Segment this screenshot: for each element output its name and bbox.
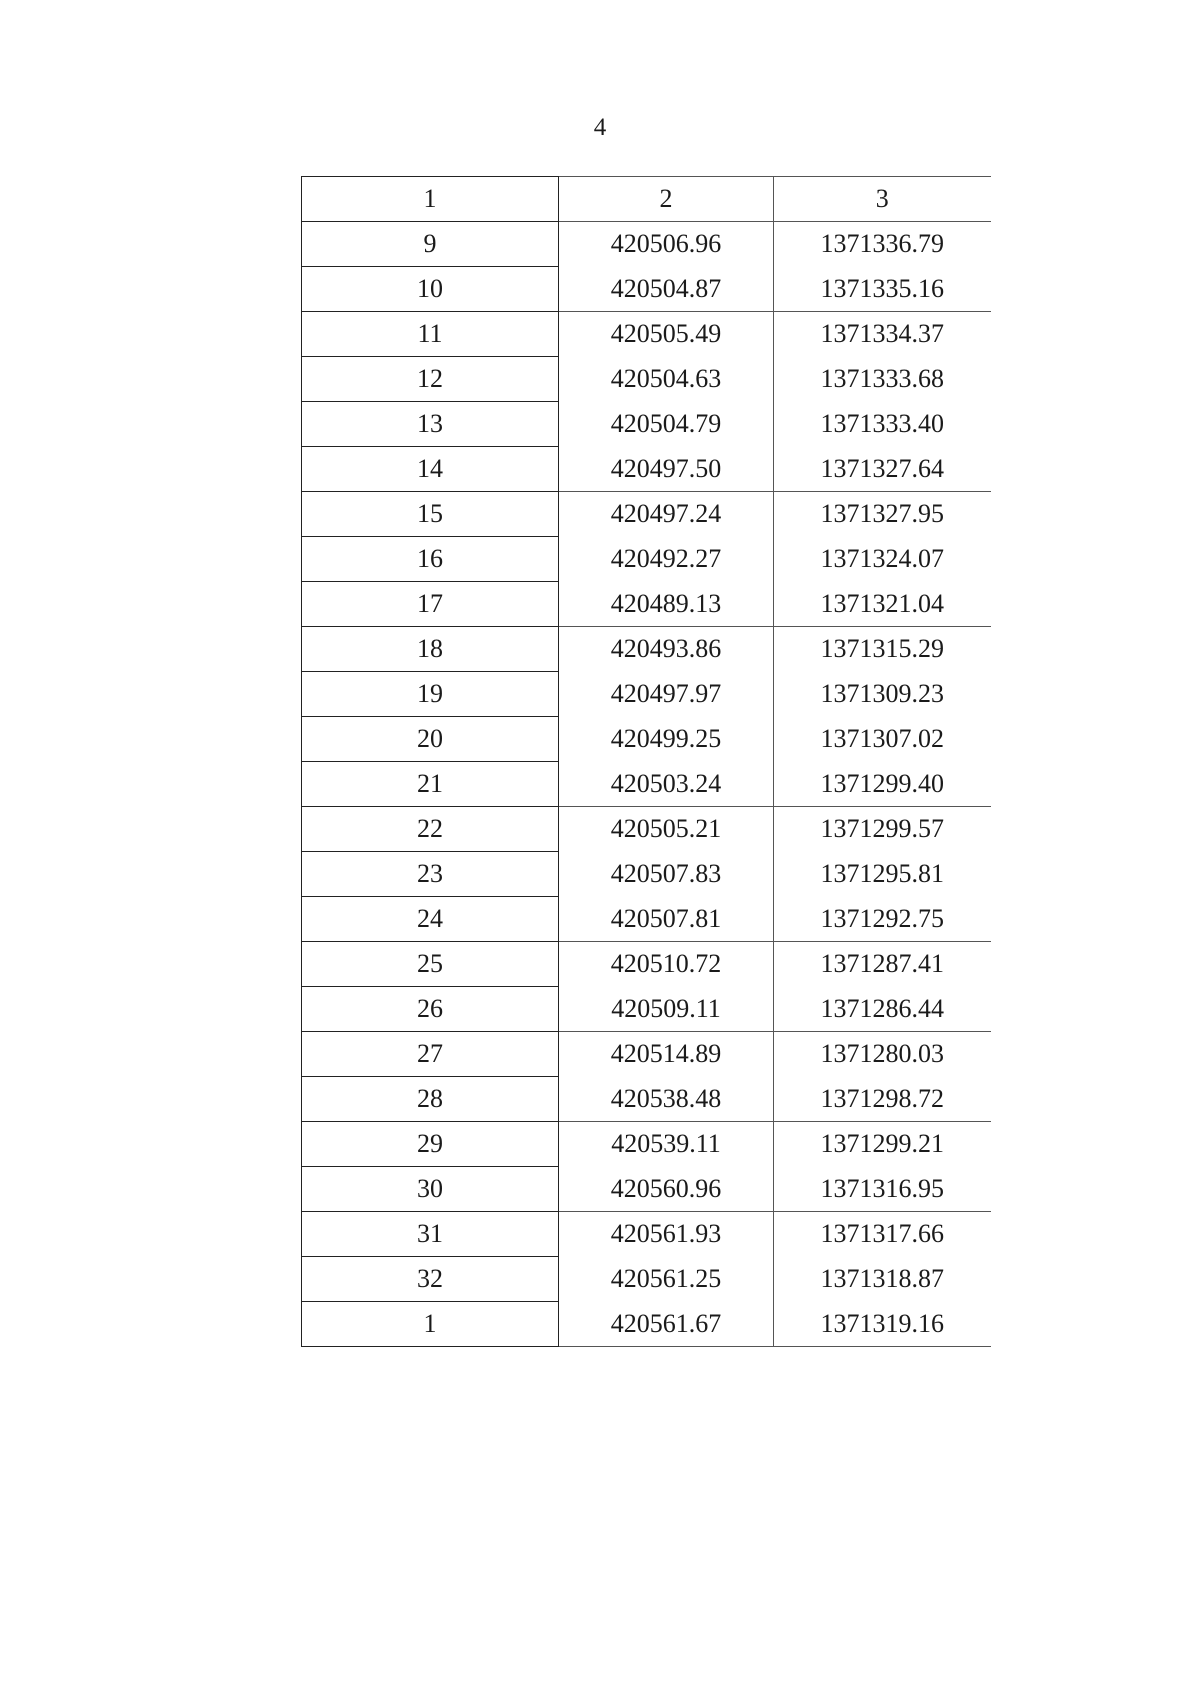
- table-row: [302, 987, 991, 1032]
- point-number-cell: 15: [302, 492, 559, 537]
- x-coordinate-cell: 420505.49: [559, 312, 774, 357]
- column-header-1: 1: [302, 177, 559, 222]
- x-coordinate-cell: 420492.27: [559, 537, 774, 582]
- point-number-cell: 24: [302, 897, 559, 942]
- x-coordinate-cell: 420504.79: [559, 402, 774, 447]
- table-row: [302, 717, 991, 762]
- page-number: 4: [593, 114, 607, 141]
- x-coordinate-cell: 420489.13: [559, 582, 774, 627]
- table-row: [302, 852, 991, 897]
- table-row: [302, 1122, 991, 1167]
- x-coordinate-cell: 420497.24: [559, 492, 774, 537]
- table-row: [302, 897, 991, 942]
- y-coordinate-cell: 1371316.95: [820, 1173, 944, 1203]
- x-coordinate-cell: 420504.63: [559, 357, 774, 402]
- table-row: [302, 627, 991, 672]
- table-row: [302, 222, 991, 267]
- table-row: [302, 582, 991, 627]
- table-row: [302, 402, 991, 447]
- y-coordinate-cell: 1371286.44: [820, 993, 944, 1023]
- x-coordinate-cell: 420538.48: [559, 1077, 774, 1122]
- x-coordinate-cell: 420497.97: [559, 672, 774, 717]
- y-coordinate-cell: 1371292.75: [820, 903, 944, 933]
- y-coordinate-cell: 1371327.95: [774, 492, 991, 537]
- y-coordinate-cell: 1371309.23: [820, 679, 944, 708]
- y-coordinate-cell: 1371336.79: [774, 222, 991, 267]
- table-row: [302, 807, 991, 852]
- point-number-cell: 13: [302, 402, 559, 447]
- table-row: [302, 1167, 991, 1212]
- x-coordinate-cell: 420503.24: [559, 762, 774, 807]
- x-coordinate-cell: 420506.96: [559, 222, 774, 267]
- point-number-cell: 12: [302, 357, 559, 402]
- y-coordinate-cell: 1371299.40: [820, 768, 944, 798]
- table-body: [302, 222, 991, 1347]
- y-coordinate-cell: 1371298.72: [820, 1083, 944, 1113]
- table-row: [302, 762, 991, 807]
- x-coordinate-cell: 420507.83: [559, 852, 774, 897]
- table-row: [302, 1302, 991, 1347]
- point-number-cell: 19: [302, 672, 559, 717]
- x-coordinate-cell: 420561.93: [559, 1212, 774, 1257]
- point-number-cell: 20: [302, 717, 559, 762]
- y-coordinate-cell: 1371319.16: [774, 1302, 991, 1347]
- x-coordinate-cell: 420514.89: [559, 1032, 774, 1077]
- x-coordinate-cell: 420509.11: [559, 987, 774, 1032]
- y-coordinate-cell: 1371318.87: [820, 1264, 944, 1293]
- x-coordinate-cell: 420507.81: [559, 897, 774, 942]
- y-coordinate-cell: 1371280.03: [774, 1032, 991, 1077]
- y-coordinate-cell: 1371333.40: [820, 409, 944, 438]
- coordinates-table: [301, 176, 991, 1347]
- point-number-cell: 32: [302, 1257, 559, 1302]
- x-coordinate-cell: 420504.87: [559, 267, 774, 312]
- x-coordinate-cell: 420493.86: [559, 627, 774, 672]
- y-coordinate-cell: 1371299.21: [774, 1122, 991, 1167]
- point-number-cell: 23: [302, 852, 559, 897]
- y-coordinate-cell: 1371299.57: [774, 807, 991, 852]
- y-coordinate-cell: 1371324.07: [820, 544, 944, 573]
- table-row: [302, 942, 991, 987]
- point-number-cell: 1: [302, 1302, 559, 1347]
- y-coordinate-cell: 1371307.02: [820, 724, 944, 753]
- x-coordinate-cell: 420561.67: [559, 1302, 774, 1347]
- table-row: [302, 537, 991, 582]
- point-number-cell: 14: [302, 447, 559, 492]
- point-number-cell: 29: [302, 1122, 559, 1167]
- table-row: [302, 1257, 991, 1302]
- table-header-row: [302, 177, 991, 222]
- point-number-cell: 27: [302, 1032, 559, 1077]
- point-number-cell: 21: [302, 762, 559, 807]
- y-coordinate-cell: 1371317.66: [774, 1212, 991, 1257]
- table-row: [302, 267, 991, 312]
- x-coordinate-cell: 420539.11: [559, 1122, 774, 1167]
- y-coordinate-cell: 1371334.37: [774, 312, 991, 357]
- y-coordinate-cell: 1371321.04: [820, 588, 944, 618]
- table-row: [302, 357, 991, 402]
- x-coordinate-cell: 420499.25: [559, 717, 774, 762]
- point-number-cell: 22: [302, 807, 559, 852]
- column-header-2: 2: [559, 177, 774, 222]
- table-row: [302, 312, 991, 357]
- x-coordinate-cell: 420560.96: [559, 1167, 774, 1212]
- point-number-cell: 18: [302, 627, 559, 672]
- x-coordinate-cell: 420497.50: [559, 447, 774, 492]
- table-row: [302, 1032, 991, 1077]
- table-row: [302, 492, 991, 537]
- point-number-cell: 16: [302, 537, 559, 582]
- table-row: [302, 1212, 991, 1257]
- y-coordinate-cell: 1371295.81: [820, 859, 944, 888]
- column-header-3: 3: [774, 177, 991, 222]
- point-number-cell: 11: [302, 312, 559, 357]
- point-number-cell: 17: [302, 582, 559, 627]
- y-coordinate-cell: 1371333.68: [820, 364, 944, 393]
- point-number-cell: 26: [302, 987, 559, 1032]
- point-number-cell: 31: [302, 1212, 559, 1257]
- point-number-cell: 25: [302, 942, 559, 987]
- point-number-cell: 28: [302, 1077, 559, 1122]
- point-number-cell: 10: [302, 267, 559, 312]
- point-number-cell: 9: [302, 222, 559, 267]
- y-coordinate-cell: 1371315.29: [774, 627, 991, 672]
- table-row: [302, 672, 991, 717]
- y-coordinate-cell: 1371335.16: [820, 273, 944, 303]
- table-row: [302, 1077, 991, 1122]
- x-coordinate-cell: 420561.25: [559, 1257, 774, 1302]
- table-row: [302, 447, 991, 492]
- y-coordinate-cell: 1371287.41: [774, 942, 991, 987]
- x-coordinate-cell: 420510.72: [559, 942, 774, 987]
- x-coordinate-cell: 420505.21: [559, 807, 774, 852]
- point-number-cell: 30: [302, 1167, 559, 1212]
- y-coordinate-cell: 1371327.64: [820, 453, 944, 483]
